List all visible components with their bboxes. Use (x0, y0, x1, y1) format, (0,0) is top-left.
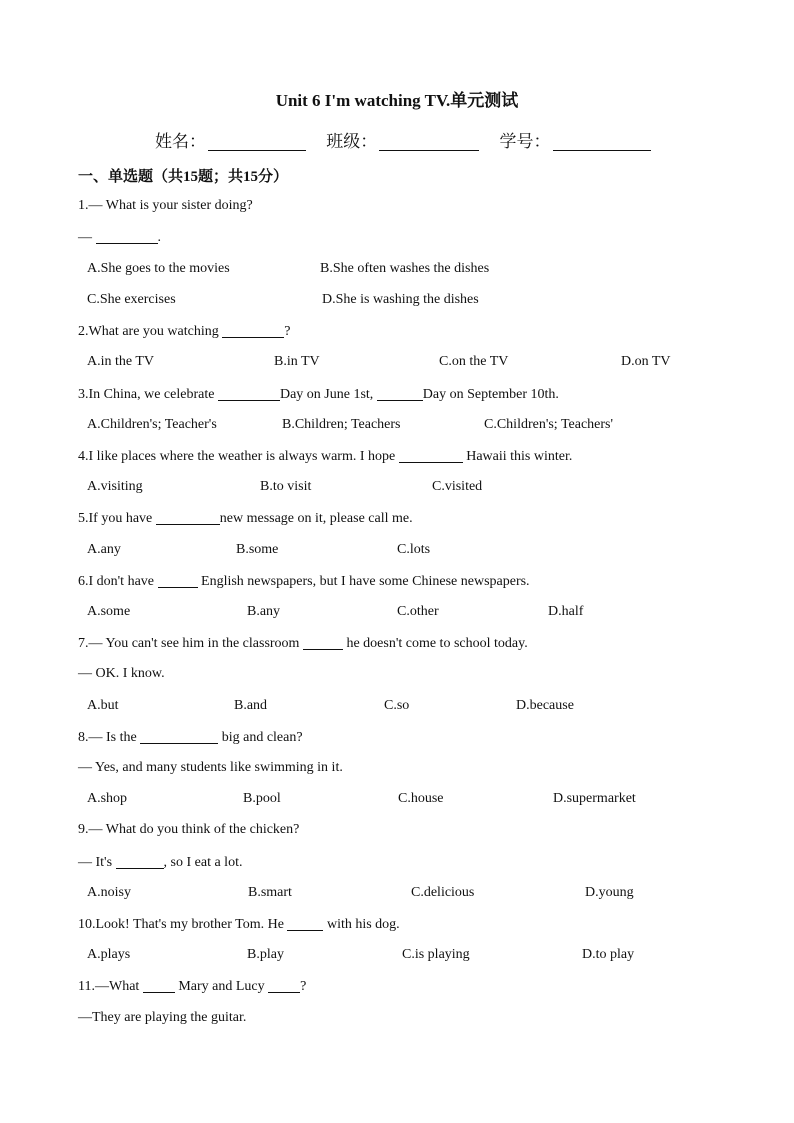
question-1-stem: 1.— What is your sister doing? (78, 198, 253, 213)
option-b[interactable]: B.some (236, 542, 279, 557)
option-d[interactable]: D.young (585, 885, 634, 900)
option-a[interactable]: A.in the TV (87, 354, 155, 369)
option-a[interactable]: A.visiting (87, 479, 143, 494)
answer-blank[interactable] (96, 229, 158, 244)
option-a[interactable]: A.shop (87, 791, 128, 806)
answer-blank[interactable] (287, 916, 323, 931)
section-heading: 一、单选题（共15题；共15分） (78, 169, 289, 185)
class-blank[interactable] (379, 132, 479, 151)
answer-blank[interactable] (303, 635, 343, 650)
option-c[interactable]: C.so (384, 698, 410, 713)
page-title: Unit 6 I'm watching TV.单元测试 (275, 91, 519, 110)
name-blank[interactable] (208, 132, 306, 151)
option-b[interactable]: B.to visit (260, 479, 312, 494)
option-b[interactable]: B.She often washes the dishes (320, 261, 490, 276)
question-8-reply: — Yes, and many students like swimming in it. (78, 760, 343, 775)
option-b[interactable]: B.play (247, 947, 284, 962)
question-4-stem: 4.I like places where the weather is always warm. I hope Hawaii this winter. (78, 449, 573, 464)
question-3-stem: 3.In China, we celebrate Day on June 1st, Day on September 10th. (78, 387, 559, 402)
question-6-stem: 6.I don't have English newspapers, but I have some Chinese newspapers. (78, 574, 530, 589)
option-c[interactable]: C.house (398, 791, 444, 806)
option-c[interactable]: C.delicious (411, 885, 475, 900)
answer-blank[interactable] (377, 386, 423, 401)
id-blank[interactable] (553, 132, 651, 151)
option-b[interactable]: B.smart (248, 885, 292, 900)
option-b[interactable]: B.and (234, 698, 268, 713)
option-a[interactable]: A.She goes to the movies (87, 261, 230, 276)
question-8-stem: 8.— Is the big and clean? (78, 730, 303, 745)
answer-blank[interactable] (140, 729, 218, 744)
option-c[interactable]: C.other (397, 604, 439, 619)
option-a[interactable]: A.Children's; Teacher's (87, 417, 217, 432)
option-d[interactable]: D.on TV (621, 354, 671, 369)
answer-blank[interactable] (268, 978, 300, 993)
answer-blank[interactable] (399, 448, 463, 463)
option-a[interactable]: A.any (87, 542, 121, 557)
name-label: 姓名： (155, 132, 206, 151)
option-c[interactable]: C.on the TV (439, 354, 509, 369)
question-9-reply: — It's , so I eat a lot. (78, 855, 243, 870)
option-b[interactable]: B.pool (243, 791, 281, 806)
option-c[interactable]: C.lots (397, 542, 431, 557)
question-5-stem: 5.If you have new message on it, please call me. (78, 511, 413, 526)
student-info-row (155, 127, 651, 152)
question-9-stem: 9.— What do you think of the chicken? (78, 822, 300, 837)
question-7-reply: — OK. I know. (78, 666, 165, 681)
option-c[interactable]: C.She exercises (87, 292, 176, 307)
option-a[interactable]: A.but (87, 698, 119, 713)
answer-blank[interactable] (156, 510, 220, 525)
option-a[interactable]: A.noisy (87, 885, 131, 900)
answer-blank[interactable] (116, 854, 164, 869)
answer-blank[interactable] (218, 386, 280, 401)
option-c[interactable]: C.is playing (402, 947, 470, 962)
class-label: 班级： (326, 132, 378, 151)
option-c[interactable]: C.visited (432, 479, 483, 494)
question-1-reply: — . (78, 230, 161, 245)
option-d[interactable]: D.She is washing the dishes (322, 292, 479, 307)
question-11-stem: 11.—What Mary and Lucy ? (78, 979, 307, 994)
option-b[interactable]: B.any (247, 604, 281, 619)
option-d[interactable]: D.because (516, 698, 574, 713)
answer-blank[interactable] (143, 978, 175, 993)
question-11-reply: —They are playing the guitar. (78, 1010, 247, 1025)
question-2-stem: 2.What are you watching ? (78, 324, 291, 339)
question-7-stem: 7.— You can't see him in the classroom he doesn't come to school today. (78, 636, 528, 651)
question-10-stem: 10.Look! That's my brother Tom. He with his dog. (78, 917, 400, 932)
option-d[interactable]: D.to play (582, 947, 635, 962)
answer-blank[interactable] (158, 573, 198, 588)
id-label: 学号： (499, 132, 551, 151)
option-d[interactable]: D.supermarket (553, 791, 636, 806)
option-b[interactable]: B.in TV (274, 354, 320, 369)
option-b[interactable]: B.Children; Teachers (282, 417, 401, 432)
option-c[interactable]: C.Children's; Teachers' (484, 417, 614, 432)
option-a[interactable]: A.some (87, 604, 131, 619)
answer-blank[interactable] (222, 323, 284, 338)
option-d[interactable]: D.half (548, 604, 584, 619)
option-a[interactable]: A.plays (87, 947, 131, 962)
